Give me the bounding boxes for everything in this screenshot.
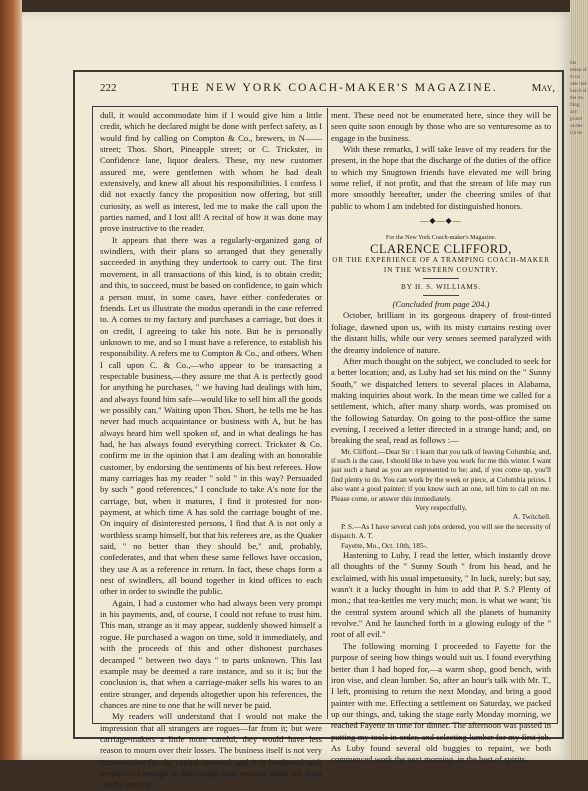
right-column xyxy=(331,110,551,766)
paragraph: October, brilliant in its gorgeous drapery of frost-tinted foliage, dawned upon us, with its misty curtains resting over the distant hills, while our very senses seemed paralyzed with the dreamy indolence of nature. xyxy=(331,310,551,355)
running-header xyxy=(100,82,555,100)
paragraph: ment. These need not be enumerated here, since they will be seen quite soon enough by those who are so venturesome as to engage in the business. xyxy=(331,110,551,143)
paragraph: The following morning I proceeded to Fayette for the purpose of seeing how things would suit us. I found everything better than I had hoped for,—a warm shop, good bench, with iron vise, and clean lumber. So, after an hour's talk with Mr. T., I left, promising to return the next Monday, and bring a good painter with me. Effecting a settlement on Saturday, we packed up our things, and, taking the stage early Monday morning, we reached Fayette in time for dinner. The afternoon was passed in putting my tools in order, and selecting lumber for my first job. As Luby found several old buggies to repaint, we both commenced work the next morning, in the best of spirits. xyxy=(331,640,551,765)
paragraph: With these remarks, I will take leave of my readers for the present, in the hope that the discharge of the duties of the office to which my Snugtown friends have elevated me will bring some relief, if not profit, and that the stream of life may run more smoothly hereafter, under the cheering smiles of that public to whom I am indebted for distinguished honors. xyxy=(331,144,551,211)
left-column xyxy=(100,110,322,791)
letter-block xyxy=(331,447,551,550)
letter-text: Mr. Clifford.—Dear Sir : I learn that you talk of leaving Columbia; and, if such is the case, I should like to have you work for me this winter. I want just such a hand as you are represented to be; and, if you come up, you'll find plenty to do. You can work by the week or piece, at Columbia prices. I also want a good painter; if you know such an one, tell him to call on me. Please come, or answer this immediately. xyxy=(331,446,552,503)
letter-closing: Very respectfully, xyxy=(415,503,467,513)
short-rule xyxy=(423,295,459,296)
letter-place-date: Fayette, Mo., Oct. 10th, 185-. xyxy=(341,540,428,550)
article-title: CLARENCE CLIFFORD, xyxy=(370,241,512,256)
short-rule xyxy=(423,278,459,279)
paragraph: Again, I had a customer who had always been very prompt in his payments, and, of course, I could not refuse to trust him. This man, strange as it may appear, suddenly showed himself a rogue. He purchased a wagon on time, sold it immediately, and with the proceeds of this and other dishonest purchases decamped " between two days " to parts unknown. This last example may be deemed a rare instance, and so it is; but the conclusion is, that when a carriage-maker sells his wares to an entire stranger, and depends altogether upon his references, the chances are nine to one that he will never be paid. xyxy=(100,597,322,710)
paragraph: After much thought on the subject, we concluded to seek for a better location; and, as Luby had set his mind on the " Sunny South," we dispatched letters to several places in Alabama, making inquiries about work. In the mean time we called for a settlement, which, after many sharp words, was promised on the following Saturday. On going to the post-office the same evening, I received a letter directed in a strange hand; and, on breaking the seal, read as follows :— xyxy=(331,355,551,446)
month-label: May, xyxy=(531,82,555,94)
book-binding xyxy=(0,0,22,760)
credit-line: For the New York Coach-maker's Magazine. xyxy=(385,234,497,242)
page-number: 222 xyxy=(100,82,117,94)
paragraph: Hastening to Luby, I read the letter, which instantly drove all thoughts of the " Sunny South " from his head, and he exclaimed, with his usual impetuosity, " In luck, surely; but say, wasn't it a lucky thought in him to add that P. S.? Plenty of mon.; that tea-kettles me very much; mon. is what we want; 'tis the central system around which all the planets of humanity revolve." And he launched forth in a glowing eulogy of the " root of all evil." xyxy=(331,550,551,640)
letter-postscript: P. S.—As I have several cash jobs ordered, you will see the necessity of dispatch. A. T. xyxy=(331,521,551,541)
byline: BY H. S. WILLIAMS. xyxy=(401,283,481,292)
paragraph: It appears that there was a regularly-organized gang of swindlers, with their plans so arranged that they generally succeeded in anything they undertook to carry out. The first movement, in all transactions of this kind, is to obtain credit; and this, to succeed, must be based on confidence, to gain which a person must, in some cases, have either confederates or friends. Let us illustrate the modus operandi in the case referred to. A comes to my factory and purchases a carriage, but does it on credit, I agreeing to take his note. But he is personally unknown to me, and so I must have a reference, to establish his responsibility. A refers me to Compton & Co., and others. When I call upon C. & Co.,—who appear to be transacting a respectable business,—they assure me that A is perfectly good for anything he purchases, " we having had dealings with him, and always found him safe—would like to sell him all the goods we possibly can." Waiting upon Thos. Short, he tells me he has never had much acquaintance or business with A, but he has always heard him well spoken of, and in what dealings he has had, he has always found everything correct. Trickster & Co. confirm me in the opinion that I am dealing with an honorable customer, by endorsing the sentiments of his best referees. How many carriages has my reader " sold " in this way? Persuaded by such " good references," I conclude to take A's note for the carriage, but, when it matures, I find it protested for non-payment, at which time A has sold the carriage bought of me. On inquiry of disinterested persons, I find that A is not only a worthless scamp himself, but that his referees are, as the Quaker said, " no better than they should be," and, probably, confederates, and that when these same fellows have occasion, they use A as a reference in return. In fact, these chaps form a nest of swindlers, all bound together in kind offices to each other in order to swindle the public. xyxy=(100,234,322,597)
column-divider xyxy=(327,108,328,719)
section-ornament: —◆—◆— xyxy=(420,216,462,226)
article-subtitle: OR THE EXPERIENCE OF A TRAMPING COACH-MAKER IN THE WESTERN COUNTRY. xyxy=(332,256,550,275)
paragraph: My readers will understand that I would not make the impression that all strangers are rogues—far from it; but were carriage-makers a little more careful, they would have less reason to mourn over their losses. The business itself is not very remunerative for the capital invested, and it is burthened with perplexities enough to discourage most persons under the most careful manage- xyxy=(100,711,322,790)
continued-note: (Concluded from page 204.) xyxy=(392,299,490,310)
letter-signature: A. Twitchell. xyxy=(512,512,551,522)
running-title: THE NEW YORK COACH-MAKER'S MAGAZINE. xyxy=(172,82,498,94)
paragraph: dull, it would accommodate him if I would give him a little credit, which he declared might be done with perfect safety, as I would find by calling on Compton & Co., brewers, in N—— street; Thos. Short, Pineapple street; or C. Trickster, in Confidence lane, liquor dealers. These, my new customer assured me, were gentlemen with whom he had dealt extensively, and knew all about his responsibilities. I confess I did not exactly fancy the proposition now offering, but still curiosity, as well as interest, led me to make the call upon the parties named, and I lost all! A recital of how it was done may prove instructive to the reader. xyxy=(100,110,322,234)
next-page-fragments: the tation of to no oles ther lunch of the rm. lling; any jected on the ich he xyxy=(570,61,588,136)
